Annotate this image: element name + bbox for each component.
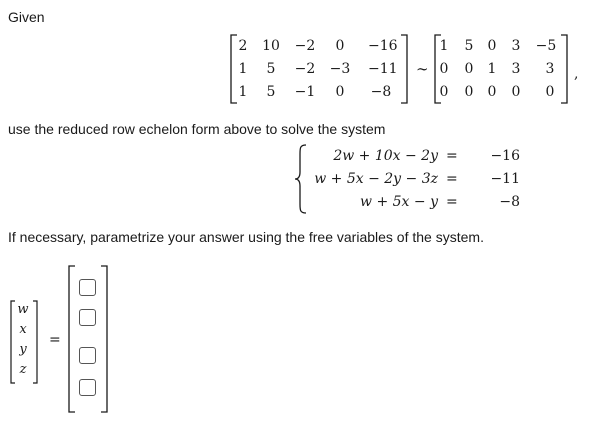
matrix-a-cell: −2 xyxy=(294,61,316,77)
matrix-rref-cell: 0 xyxy=(439,84,449,100)
matrix-a-cell: 0 xyxy=(335,38,345,54)
equation-rhs: −16 xyxy=(490,148,520,164)
variable-z: z xyxy=(19,362,27,377)
matrix-rref-cell: 0 xyxy=(439,61,449,77)
answer-x-input[interactable] xyxy=(79,309,96,326)
matrix-rref-cell: 0 xyxy=(464,84,474,100)
trailing-comma: , xyxy=(574,66,579,82)
answer-y-input[interactable] xyxy=(79,347,96,364)
variable-w: w xyxy=(17,302,29,317)
answer-z-input[interactable] xyxy=(79,379,96,396)
parametrize-note: If necessary, parametrize your answer using the free variables of the system. xyxy=(8,229,484,245)
matrix-a-cell: −16 xyxy=(368,38,398,54)
matrix-rref-cell: 0 xyxy=(545,84,555,100)
answer-vector-left-bracket xyxy=(68,265,76,413)
matrix-a xyxy=(228,34,418,106)
matrix-a-cell: −11 xyxy=(368,61,398,77)
matrix-a-cell: 0 xyxy=(335,84,345,100)
matrix-rref-cell: 3 xyxy=(511,38,521,54)
matrix-rref-cell: 1 xyxy=(439,38,449,54)
intro-text: Given xyxy=(8,9,45,25)
equation-lhs: w + 5x − 2y − 3z xyxy=(314,171,438,187)
matrix-a-cell: 1 xyxy=(238,61,248,77)
variable-y: y xyxy=(19,342,27,357)
equation-lhs: 2w + 10x − 2y xyxy=(333,148,438,164)
variable-x: x xyxy=(19,322,27,337)
matrix-a-cell: 10 xyxy=(262,38,280,54)
matrix-a-cell: 2 xyxy=(238,38,248,54)
equation-equals: = xyxy=(446,171,458,187)
variable-vector xyxy=(8,300,40,386)
matrix-a-cell: −8 xyxy=(370,84,392,100)
system-left-brace xyxy=(294,144,308,214)
equation-rhs: −11 xyxy=(490,171,520,187)
matrix-rref-cell: 3 xyxy=(511,61,521,77)
matrix-a-cell: 1 xyxy=(238,84,248,100)
matrix-rref-cell: 0 xyxy=(464,61,474,77)
matrix-rref-cell: −5 xyxy=(535,38,557,54)
matrix-a-cell: 5 xyxy=(266,84,276,100)
answer-equals: = xyxy=(49,332,61,348)
matrix-rref-cell: 5 xyxy=(464,38,474,54)
matrix-rref xyxy=(432,34,572,106)
row-equivalence-symbol: ∼ xyxy=(416,60,429,78)
answer-vector-right-bracket xyxy=(100,265,108,413)
answer-vector xyxy=(66,265,110,415)
matrix-rref-cell: 0 xyxy=(487,38,497,54)
equation-rhs: −8 xyxy=(499,194,520,210)
equation-lhs: w + 5x − y xyxy=(360,194,438,210)
matrix-a-right-bracket xyxy=(400,34,408,104)
matrix-a-cell: −2 xyxy=(294,38,316,54)
answer-w-input[interactable] xyxy=(79,279,96,296)
matrix-a-cell: 5 xyxy=(266,61,276,77)
equation-equals: = xyxy=(446,194,458,210)
matrix-a-cell: −3 xyxy=(329,61,351,77)
equation-equals: = xyxy=(446,148,458,164)
instruction-text: use the reduced row echelon form above to solve the system xyxy=(8,121,386,137)
matrix-a-cell: −1 xyxy=(294,84,316,100)
linear-system xyxy=(292,142,532,216)
matrix-rref-cell: 0 xyxy=(511,84,521,100)
matrix-rref-cell: 1 xyxy=(487,61,497,77)
matrix-rref-cell: 0 xyxy=(487,84,497,100)
matrix-rref-cell: 3 xyxy=(545,61,555,77)
